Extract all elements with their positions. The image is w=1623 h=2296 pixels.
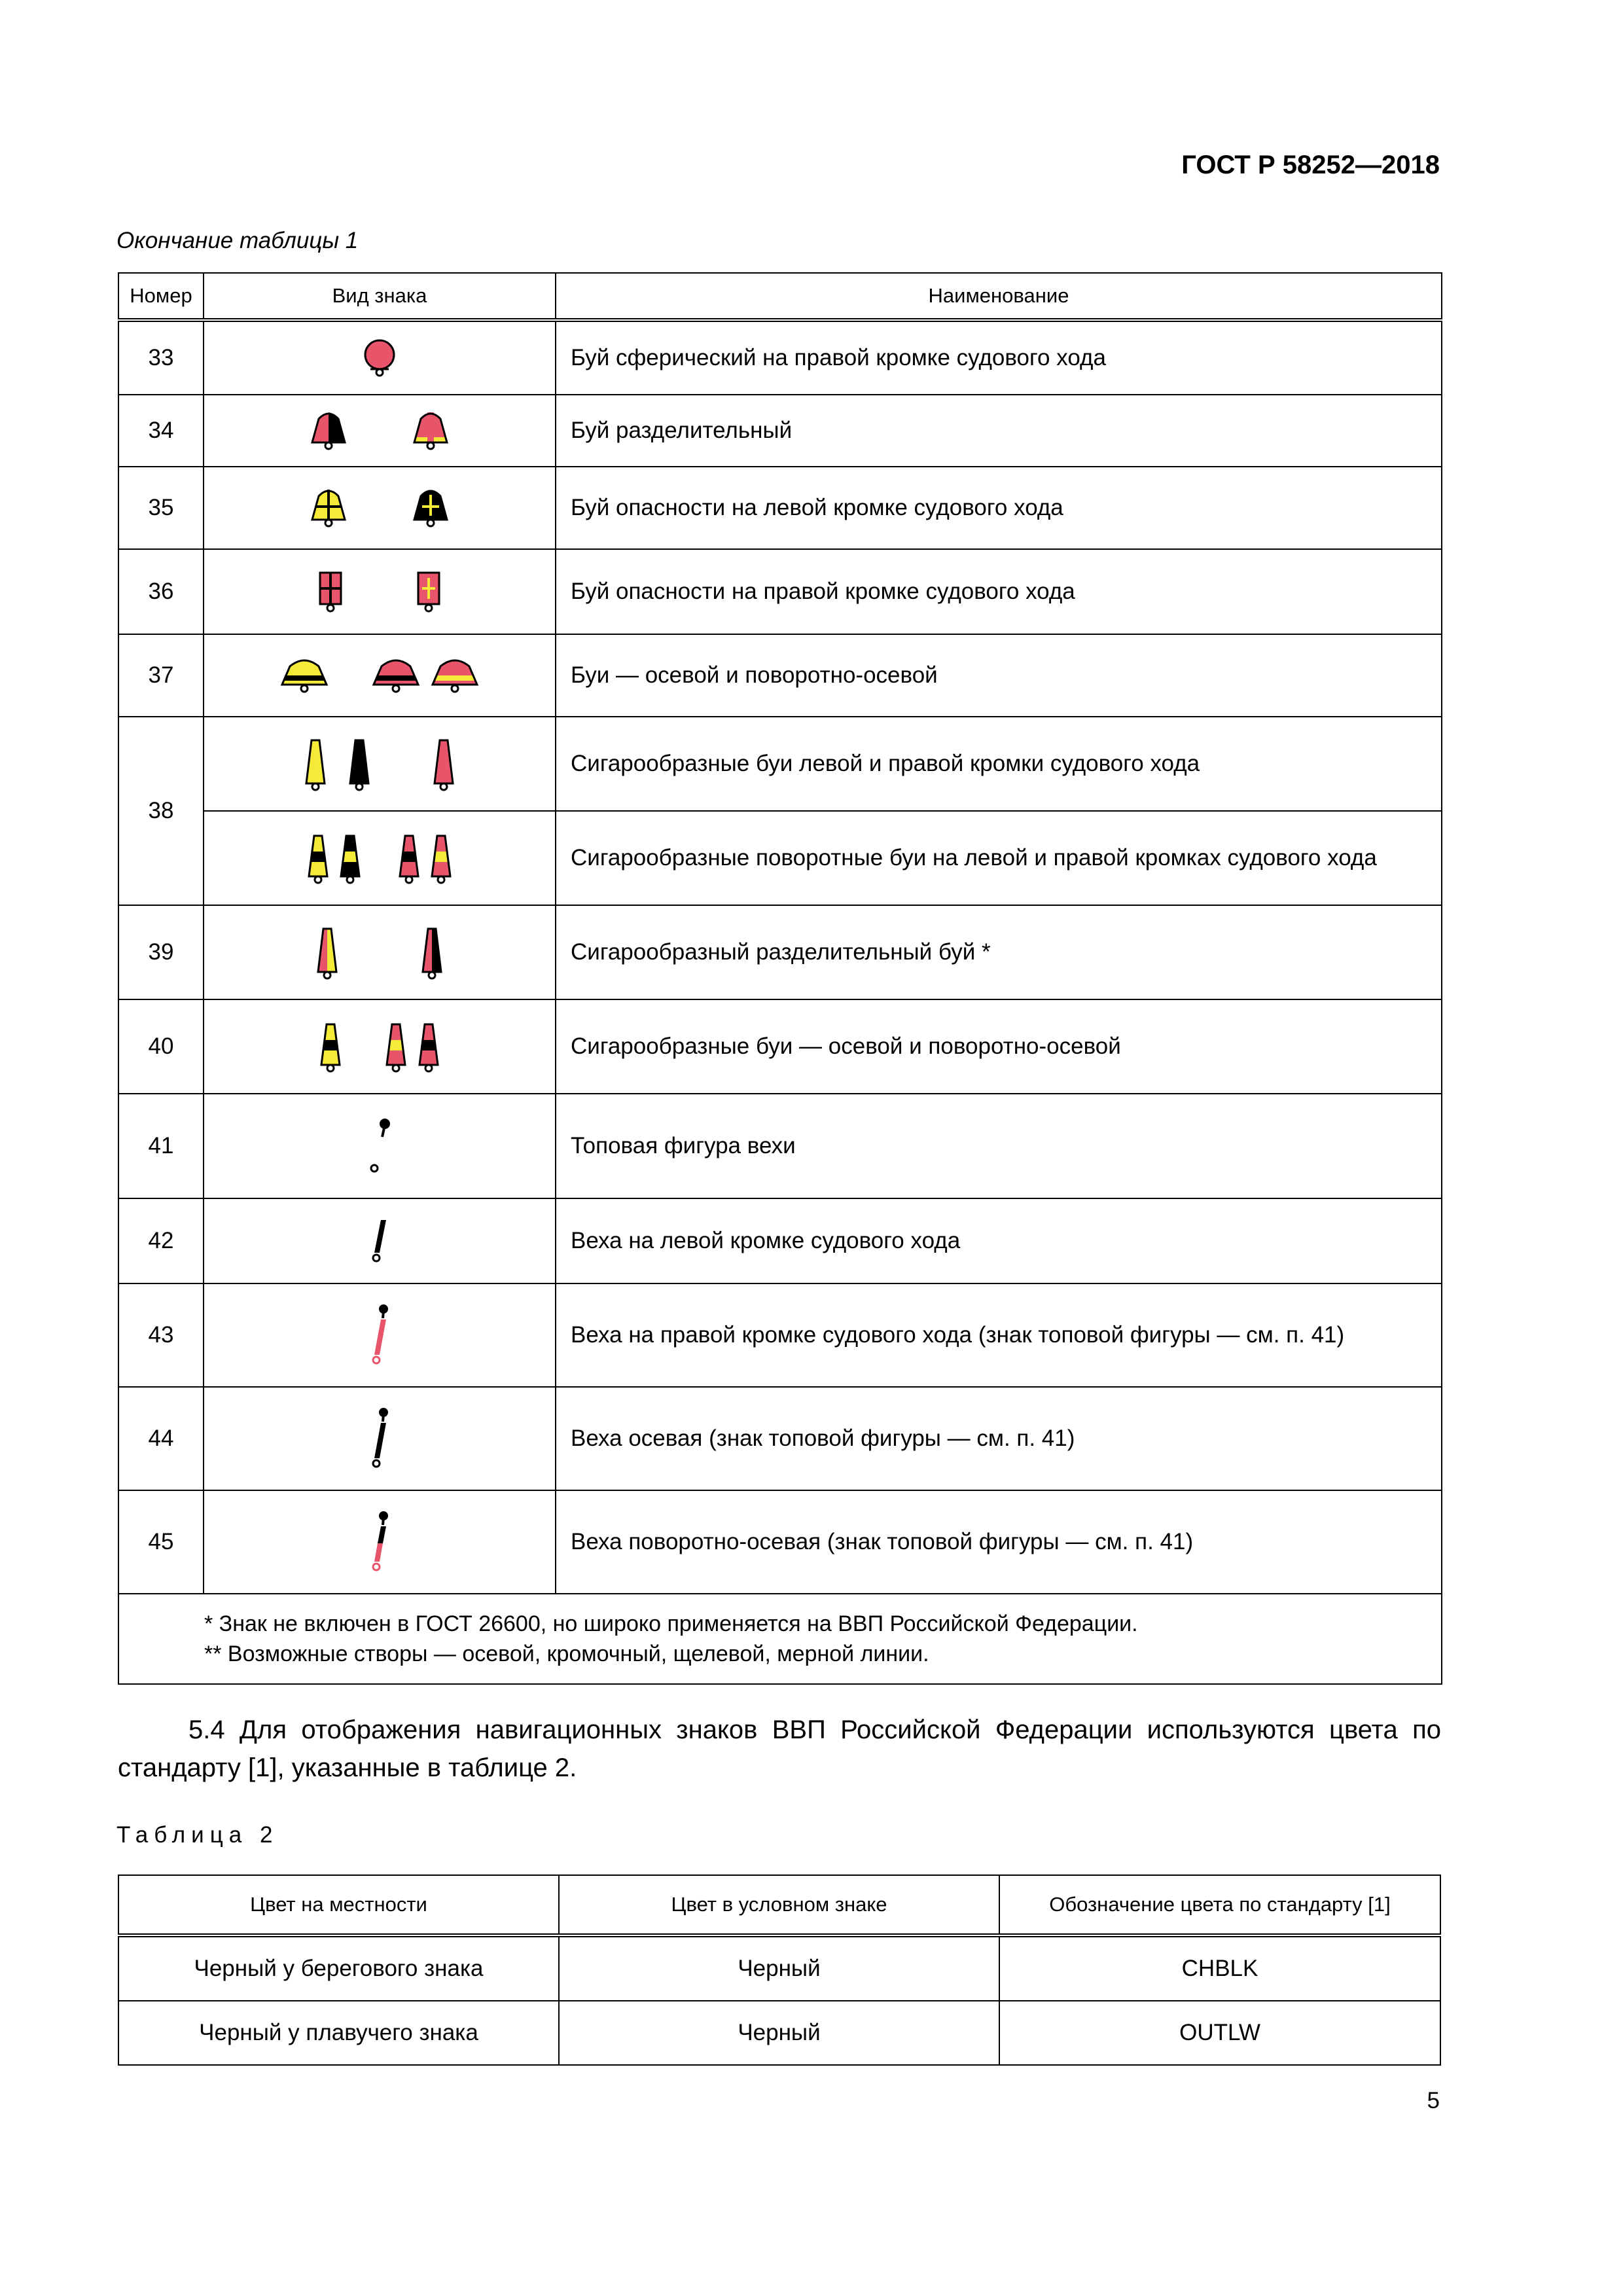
sign-name: Веха поворотно-осевая (знак топовой фигуры — см. п. 41): [556, 1490, 1442, 1594]
sign-name: Сигарообразные буи левой и правой кромки судового хода: [556, 717, 1442, 811]
spar-split-buoy-red-black-icon: [419, 925, 445, 980]
sign-cell: [204, 999, 556, 1094]
table-row: [118, 905, 1442, 999]
row-number: 43: [118, 1283, 204, 1387]
table-header-row: [118, 273, 1442, 320]
sign-name: Сигарообразные буи — осевой и поворотно-осевой: [556, 999, 1442, 1094]
colors-table: [118, 1874, 1441, 2066]
perch-black-topmark-icon: [366, 1406, 393, 1471]
sign-name: Веха на левой кромке судового хода: [556, 1198, 1442, 1283]
column-header-terrain-color: Цвет на местности: [118, 1875, 559, 1935]
table-row: [118, 634, 1442, 717]
sign-name: Буй опасности на правой кромке судового хода: [556, 549, 1442, 634]
sign-cell: [204, 905, 556, 999]
table-row: [118, 1094, 1442, 1198]
row-number: 42: [118, 1198, 204, 1283]
table-row: [118, 717, 1442, 811]
sign-name: Буй сферический на правой кромке судового хода: [556, 320, 1442, 395]
row-number: 38: [118, 717, 204, 905]
footnote: ** Возможные створы — осевой, кромочный, щелевой, мерной линии.: [204, 1641, 929, 1666]
sign-cell: [204, 467, 556, 549]
row-number: 33: [118, 320, 204, 395]
table-cell: Черный у плавучего знака: [118, 2001, 559, 2065]
sign-name: Сигарообразный разделительный буй *: [556, 905, 1442, 999]
sign-cell: [204, 395, 556, 467]
row-number: 44: [118, 1387, 204, 1490]
sign-cell: [204, 634, 556, 717]
table-cell: Черный: [559, 2001, 999, 2065]
danger-buoy-red-yellow-cross-icon: [409, 569, 448, 615]
danger-buoy-black-cross-icon: [408, 487, 454, 529]
table-row: [118, 1198, 1442, 1283]
table-row: [118, 320, 1442, 395]
row-number: 35: [118, 467, 204, 549]
column-header-symbol-color: Цвет в условном знаке: [559, 1875, 999, 1935]
row-number: 36: [118, 549, 204, 634]
sign-name: Буй разделительный: [556, 395, 1442, 467]
axial-buoy-yellow-black-icon: [278, 656, 330, 695]
column-header-sign: Вид знака: [204, 273, 556, 320]
spar-buoy-black-icon: [346, 736, 372, 791]
perch-red-topmark-icon: [366, 1302, 393, 1368]
row-number: 34: [118, 395, 204, 467]
spar-split-buoy-red-yellow-icon: [314, 925, 340, 980]
table-row: [118, 1490, 1442, 1594]
perch-red-black-topmark-icon: [366, 1509, 393, 1575]
spar-turn-buoy-yellow-black-icon: [305, 832, 331, 884]
row-number: 39: [118, 905, 204, 999]
sign-name: Топовая фигура вехи: [556, 1094, 1442, 1198]
table-cell: Черный: [559, 1935, 999, 2001]
sign-name: Буй опасности на левой кромке судового хода: [556, 467, 1442, 549]
sign-cell: [204, 1490, 556, 1594]
table-row: [118, 395, 1442, 467]
paragraph-5-4: [118, 1711, 1441, 1787]
spar-axial-buoy-red-black-icon: [416, 1020, 442, 1073]
table-header-row: [118, 1875, 1440, 1935]
sign-cell: [204, 549, 556, 634]
sign-cell: [204, 1198, 556, 1283]
table-row: [118, 999, 1442, 1094]
table-footnote-row: [118, 1594, 1442, 1684]
spar-buoy-red-icon: [431, 736, 457, 791]
table-row: [118, 1387, 1442, 1490]
page-number: 5: [1427, 2088, 1440, 2113]
sphere-buoy-icon: [357, 335, 402, 381]
spar-axial-buoy-red-yellow-icon: [383, 1020, 409, 1073]
sign-cell: [204, 811, 556, 905]
sign-cell: [204, 1387, 556, 1490]
table-row: [118, 2001, 1440, 2065]
sign-name: Буи — осевой и поворотно-осевой: [556, 634, 1442, 717]
row-number: 41: [118, 1094, 204, 1198]
axial-buoy-red-yellow-icon: [429, 656, 481, 695]
table-footnotes: [118, 1594, 1442, 1684]
table-cell: CHBLK: [999, 1935, 1440, 2001]
paragraph-text: 5.4 Для отображения навигационных знаков ВВП Российской Федерации используются цвета по стандарту [1], указанные в таблице 2.: [118, 1715, 1441, 1782]
bell-buoy-red-black-icon: [306, 410, 351, 452]
spar-buoy-yellow-icon: [302, 736, 329, 791]
row-number: 45: [118, 1490, 204, 1594]
bell-buoy-red-yellow-icon: [408, 410, 454, 452]
sign-cell: [204, 717, 556, 811]
sign-cell: [204, 320, 556, 395]
axial-buoy-red-black-icon: [370, 656, 422, 695]
table-row: [118, 1935, 1440, 2001]
table-row: [118, 1283, 1442, 1387]
footnote: * Знак не включен в ГОСТ 26600, но широко применяется на ВВП Российской Федерации.: [204, 1611, 1138, 1636]
topmark-figure-icon: [360, 1113, 399, 1179]
sign-cell: [204, 1283, 556, 1387]
column-header-number: Номер: [118, 273, 204, 320]
table-row: [118, 811, 1442, 905]
signs-table: [118, 272, 1442, 1685]
sign-name: Сигарообразные поворотные буи на левой и правой кромках судового хода: [556, 811, 1442, 905]
spar-turn-buoy-black-yellow-icon: [337, 832, 363, 884]
table-row: [118, 549, 1442, 634]
row-number: 40: [118, 999, 204, 1094]
sign-name: Веха на правой кромке судового хода (знак топовой фигуры — см. п. 41): [556, 1283, 1442, 1387]
row-number: 37: [118, 634, 204, 717]
perch-black-icon: [366, 1215, 393, 1267]
spar-turn-buoy-red-black-icon: [396, 832, 422, 884]
spar-turn-buoy-red-yellow-icon: [428, 832, 454, 884]
table2-caption: Таблица 2: [116, 1822, 279, 1848]
standard-number: ГОСТ Р 58252—2018: [1181, 151, 1440, 179]
column-header-standard-code: Обозначение цвета по стандарту [1]: [999, 1875, 1440, 1935]
table-row: [118, 467, 1442, 549]
danger-buoy-red-cross-icon: [311, 569, 350, 615]
table-continuation-caption: Окончание таблицы 1: [116, 228, 359, 253]
danger-buoy-yellow-cross-icon: [306, 487, 351, 529]
column-header-name: Наименование: [556, 273, 1442, 320]
sign-cell: [204, 1094, 556, 1198]
sign-name: Веха осевая (знак топовой фигуры — см. п. 41): [556, 1387, 1442, 1490]
table-cell: OUTLW: [999, 2001, 1440, 2065]
table-cell: Черный у берегового знака: [118, 1935, 559, 2001]
spar-axial-buoy-yellow-black-icon: [317, 1020, 344, 1073]
